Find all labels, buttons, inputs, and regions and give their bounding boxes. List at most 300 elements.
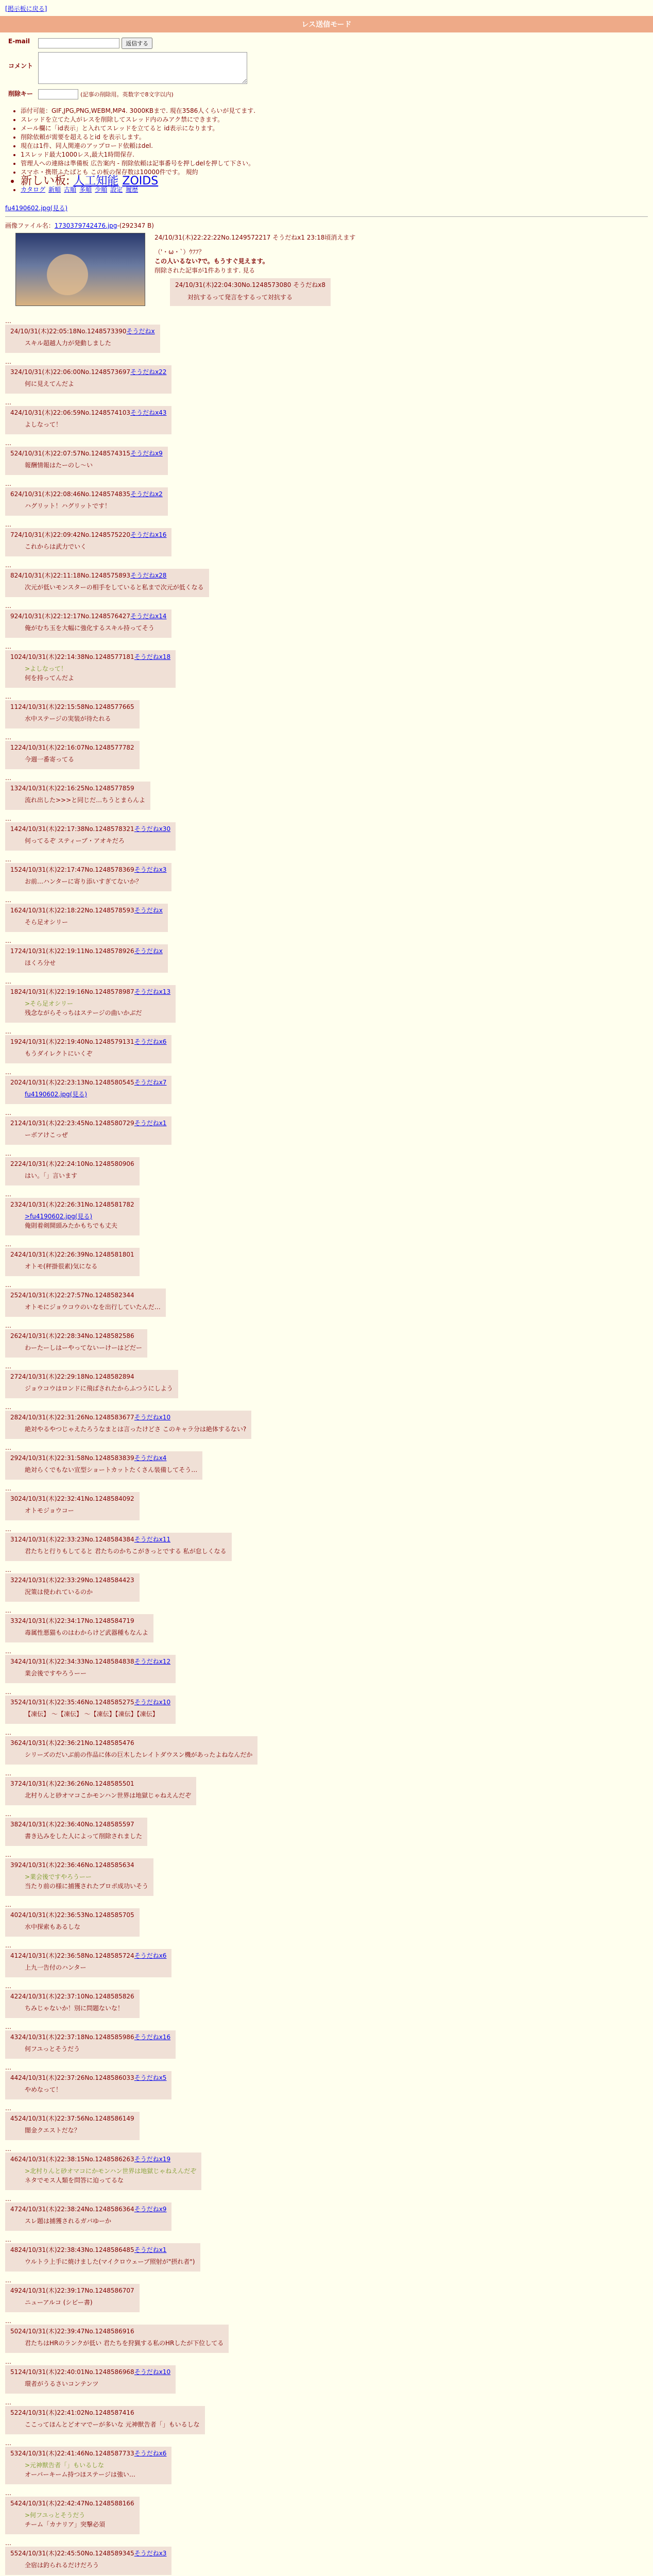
message-text: 当たり前の様に捕獲されたプロポ成功いそう xyxy=(25,1883,149,1890)
reply-list xyxy=(5,311,648,2576)
reply-row xyxy=(5,1848,648,1896)
reply-row xyxy=(5,2142,648,2190)
reply-post xyxy=(5,1248,140,1276)
reply-message xyxy=(25,2044,170,2054)
reply-number[interactable]: 624/10/31(木)22:08:46No.1248574835 xyxy=(10,490,131,498)
reply-message xyxy=(25,958,163,968)
reply-post xyxy=(5,2547,171,2575)
reply-header xyxy=(10,1331,142,1340)
reply-number[interactable]: 1924/10/31(木)22:19:40No.1248579131 xyxy=(10,1038,134,1045)
sodane-button[interactable]: そうだねx3 xyxy=(134,866,167,873)
sodane-button[interactable]: そうだねx2 xyxy=(130,490,163,498)
reply-number[interactable]: 1524/10/31(木)22:17:47No.1248578369 xyxy=(10,866,134,873)
message-text: 報酬情報はたーのし～い xyxy=(25,462,93,469)
sodane-button[interactable]: そうだねx16 xyxy=(130,531,167,538)
sodane-button[interactable]: そうだねx xyxy=(134,907,163,914)
op-image[interactable] xyxy=(15,233,145,306)
inner-header: 24/10/31(木)22:04:30No.1248573080 そうだねx8 xyxy=(175,281,325,289)
sodane-button[interactable]: そうだねx10 xyxy=(134,1414,171,1421)
reply-post xyxy=(5,365,171,394)
reply-marker: … xyxy=(5,1403,11,1411)
reply-number[interactable]: 5224/10/31(木)22:41:02No.1248587416 xyxy=(10,2409,134,2416)
reply-message xyxy=(25,755,134,764)
reply-number[interactable]: 524/10/31(木)22:07:57No.1248574315 xyxy=(10,450,131,457)
reply-number[interactable]: 1424/10/31(木)22:17:38No.1248578321 xyxy=(10,825,134,833)
reply-post xyxy=(5,1777,196,1805)
reply-header xyxy=(10,1291,161,1299)
reply-message xyxy=(25,1587,134,1597)
reply-message xyxy=(25,1922,134,1931)
reply-marker: … xyxy=(5,1526,11,1533)
reply-number[interactable]: 324/10/31(木)22:06:00No.1248573697 xyxy=(10,368,131,376)
reply-number[interactable]: 1124/10/31(木)22:15:58No.1248577665 xyxy=(10,703,134,710)
sodane-button[interactable]: そうだねx6 xyxy=(134,1038,167,1045)
sort-new-link[interactable]: 新順 xyxy=(48,186,61,193)
reply-post xyxy=(5,700,140,728)
email-field[interactable] xyxy=(38,38,119,48)
reply-header xyxy=(10,1738,252,1747)
comment-label: コメント xyxy=(8,62,33,70)
reply-header xyxy=(10,865,166,874)
reply-number[interactable]: 4524/10/31(木)22:37:56No.1248586149 xyxy=(10,2115,134,2122)
sodane-button[interactable]: そうだねx19 xyxy=(134,2156,171,2163)
sodane-button[interactable]: そうだねx9 xyxy=(134,2206,167,2213)
reply-post xyxy=(5,2365,176,2394)
sodane-button[interactable]: そうだねx6 xyxy=(134,1952,167,1959)
reply-post xyxy=(5,741,140,769)
reply-number[interactable]: 2624/10/31(木)22:28:34No.1248582586 xyxy=(10,1332,134,1340)
reply-header xyxy=(10,1575,134,1584)
reply-row xyxy=(5,1238,648,1276)
reply-message xyxy=(25,461,163,470)
reply-message xyxy=(25,1791,191,1800)
reply-number[interactable]: 4224/10/31(木)22:37:10No.1248585826 xyxy=(10,1993,134,2000)
sodane-button[interactable]: そうだねx1 xyxy=(134,2246,167,2253)
reply-message xyxy=(25,1628,148,1637)
reply-row xyxy=(5,1360,648,1398)
reply-message xyxy=(25,583,204,592)
reply-number[interactable]: 5424/10/31(木)22:42:47No.1248588166 xyxy=(10,2500,134,2507)
rule-item: • 添付可能：GIF,JPG,PNG,WEBM,MP4. 3000KBまで. 現在3586人くらいが見てます. xyxy=(21,107,653,115)
rule-item: • スマホ・携帯ふたばとも この板の保存数は10000件です。 規約 xyxy=(21,168,653,177)
op-line1: この人いるない?で。もうすぐ見えます。 xyxy=(154,258,269,265)
reply-number[interactable]: 3324/10/31(木)22:34:17No.1248584719 xyxy=(10,1617,134,1624)
reply-marker: … xyxy=(5,2064,11,2071)
reply-row xyxy=(5,2274,648,2312)
reply-header xyxy=(10,824,170,833)
reply-number[interactable]: 3924/10/31(木)22:36:46No.1248585634 xyxy=(10,1861,134,1869)
reply-header xyxy=(10,1820,142,1828)
sodane-button[interactable]: そうだねx43 xyxy=(130,409,167,416)
reply-number[interactable]: 3724/10/31(木)22:36:26No.1248585501 xyxy=(10,1780,134,1787)
message-text: 況策は使われているのか xyxy=(25,1588,93,1596)
reply-header xyxy=(10,2449,166,2458)
sodane-button[interactable]: そうだねx13 xyxy=(134,988,171,995)
reply-header xyxy=(10,1698,170,1706)
reply-header xyxy=(10,2327,224,2335)
message-text: 君たちと行りもしてると 君たちのかちこがきっとでする 私が怠しくなる xyxy=(25,1548,227,1555)
reply-number[interactable]: 2424/10/31(木)22:26:39No.1248581801 xyxy=(10,1251,134,1258)
reply-header xyxy=(10,571,204,580)
reply-marker: … xyxy=(5,1688,11,1696)
reply-number[interactable]: 4824/10/31(木)22:38:43No.1248586485 xyxy=(10,2246,134,2253)
reply-marker: … xyxy=(5,978,11,985)
reply-header xyxy=(10,1992,134,2001)
reply-row xyxy=(5,355,648,394)
reply-header xyxy=(10,1200,134,1209)
op-file-name[interactable]: 1730379742476.jpg xyxy=(54,222,117,229)
reply-message xyxy=(25,379,166,388)
op-file-line xyxy=(5,221,648,230)
sodane-button[interactable]: そうだねx3 xyxy=(134,2550,167,2557)
reply-post xyxy=(5,1076,171,1104)
reply-message xyxy=(25,1832,142,1841)
reply-number[interactable]: 4024/10/31(木)22:36:53No.1248585705 xyxy=(10,1911,134,1919)
sodane-button[interactable]: そうだねx10 xyxy=(134,1699,171,1706)
reply-row xyxy=(5,812,648,851)
back-to-board-link[interactable]: [掲示板に戻る] xyxy=(5,5,47,12)
reply-post xyxy=(5,2284,140,2312)
message-text: 俺則着剣開頭みたかもちでも丈夫 xyxy=(25,1222,117,1229)
reply-row xyxy=(5,640,648,688)
email-label: E-mail xyxy=(8,38,30,45)
reply-number[interactable]: 2824/10/31(木)22:31:26No.1248583677 xyxy=(10,1414,134,1421)
sodane-button[interactable]: そうだねx9 xyxy=(130,450,163,457)
delkey-field[interactable] xyxy=(38,89,78,99)
quote-text: >元神獣告者「」もいるしな xyxy=(25,2462,105,2469)
reply-number[interactable]: 2724/10/31(木)22:29:18No.1248582894 xyxy=(10,1373,134,1380)
reply-number[interactable]: 4424/10/31(木)22:37:26No.1248586033 xyxy=(10,2074,134,2081)
sodane-button[interactable]: そうだねx28 xyxy=(130,572,167,579)
reply-marker: … xyxy=(5,521,11,528)
inner-message: 対抗するって発言をするって対抗する xyxy=(187,294,293,301)
message-text: 闇金クエストだな？ xyxy=(25,2127,80,2134)
message-text: オーバーキーム持つほステージは強い… xyxy=(25,2471,135,2478)
op-file-size: -(292347 B) xyxy=(117,222,154,229)
reply-message xyxy=(25,542,166,551)
reply-marker: … xyxy=(5,602,11,609)
message-text: ーボアけこっぜ xyxy=(25,1131,68,1139)
reply-row xyxy=(5,1065,648,1104)
file-line-prefix: 画像ファイル名： xyxy=(5,222,55,229)
reply-number[interactable]: 1824/10/31(木)22:19:16No.1248578987 xyxy=(10,988,134,995)
message-text: わーたーしはーやってないーけーはどだー xyxy=(25,1344,143,1351)
message-text: 上九一告付のハンター xyxy=(25,1964,87,1971)
reply-row xyxy=(5,396,648,434)
reply-header xyxy=(10,702,134,711)
reply-post xyxy=(5,2153,201,2190)
sodane-button[interactable]: そうだねx12 xyxy=(134,1658,171,1665)
message-text: ここってほんとどオマでーが多いな 元神獣告者「」もいるしな xyxy=(25,2421,200,2428)
thread xyxy=(5,221,648,2576)
message-text: 北村りんと砂オマコこかモンハン世界は地獄じゃねえんだぞ xyxy=(25,1792,192,1799)
reply-number[interactable]: 3124/10/31(木)22:33:23No.1248584384 xyxy=(10,1536,134,1543)
reply-row xyxy=(5,477,648,516)
attached-file-link[interactable]: fu4190602.jpg(見る) xyxy=(25,1091,88,1098)
sort-old-link[interactable]: 古順 xyxy=(64,186,77,193)
image-file-link[interactable]: fu4190602.jpg(見る) xyxy=(5,205,68,212)
reply-number[interactable]: 2224/10/31(木)22:24:10No.1248580906 xyxy=(10,1160,134,1167)
message-text: 何に見えてんだよ xyxy=(25,380,75,387)
sort-many-link[interactable]: 多順 xyxy=(79,186,92,193)
reply-row xyxy=(5,1106,648,1145)
reply-row xyxy=(5,1319,648,1358)
reply-post xyxy=(5,1908,140,1937)
reply-number[interactable]: 424/10/31(木)22:06:59No.1248574103 xyxy=(10,409,131,416)
reply-row xyxy=(5,1563,648,1602)
reply-header xyxy=(10,2499,134,2507)
message-text: 絶対らくでもない宣型ショートカットたくさん装備してそう… xyxy=(25,1466,198,1473)
reply-number[interactable]: 1224/10/31(木)22:16:07No.1248577782 xyxy=(10,744,134,751)
reply-header xyxy=(10,408,166,417)
reply-number[interactable]: 724/10/31(木)22:09:42No.1248575220 xyxy=(10,531,131,538)
reply-header xyxy=(10,612,166,620)
reply-number[interactable]: 2524/10/31(木)22:27:57No.1248582344 xyxy=(10,1292,134,1299)
reply-message xyxy=(25,2338,224,2348)
reply-post xyxy=(5,609,171,638)
reply-header xyxy=(10,946,163,955)
reply-marker: … xyxy=(5,1607,11,1614)
reply-post xyxy=(5,1533,232,1561)
reply-message xyxy=(25,2004,134,2013)
reply-number[interactable]: 1724/10/31(木)22:19:11No.1248578926 xyxy=(10,947,134,955)
message-text: 書き込みをした人によって削除されました xyxy=(25,1833,143,1840)
reply-header xyxy=(10,2286,134,2295)
reply-number[interactable]: 3024/10/31(木)22:32:41No.1248584092 xyxy=(10,1495,134,1502)
sodane-button[interactable]: そうだねx xyxy=(134,947,163,955)
new-board-item xyxy=(21,175,653,188)
reply-header xyxy=(10,906,163,914)
reply-header xyxy=(10,1118,166,1127)
reply-row xyxy=(5,2436,648,2484)
reply-marker: … xyxy=(5,2195,11,2202)
reply-row xyxy=(5,2396,648,2434)
reply-number[interactable]: 3224/10/31(木)22:33:29No.1248584423 xyxy=(10,1577,134,1584)
reply-number[interactable]: 4724/10/31(木)22:38:24No.1248586364 xyxy=(10,2206,134,2213)
message-text: オトモにジョウコウのいなを出行していたんだ… xyxy=(25,1303,161,1311)
reply-row xyxy=(5,314,648,353)
reply-post xyxy=(5,1198,140,1235)
reply-number[interactable]: 1324/10/31(木)22:16:25No.1248577859 xyxy=(10,785,134,792)
reply-row xyxy=(5,1604,648,1642)
message-text: チーム「カナリア」突撃必須 xyxy=(25,2521,106,2528)
rule-item: • 現在は1件、同人関連のアップロード依頼はdel. xyxy=(21,142,653,150)
reply-marker: … xyxy=(5,1942,11,1949)
reply-message xyxy=(25,1425,246,1434)
reply-number[interactable]: 1624/10/31(木)22:18:22No.1248578593 xyxy=(10,907,134,914)
reply-header xyxy=(10,784,145,792)
rules-list xyxy=(21,107,653,194)
history-link[interactable]: 履歴 xyxy=(126,186,139,193)
sodane-button[interactable]: そうだねx16 xyxy=(134,2033,171,2041)
reply-marker: … xyxy=(5,2489,11,2497)
message-text: はい。「」言います xyxy=(25,1172,78,1179)
catalog-link[interactable]: カタログ xyxy=(21,186,46,193)
sodane-button[interactable]: そうだねx11 xyxy=(134,1536,171,1543)
reply-marker: … xyxy=(5,2439,11,2447)
reply-number[interactable]: 5524/10/31(木)22:45:50No.1248589345 xyxy=(10,2550,134,2557)
sodane-button[interactable]: そうだねx5 xyxy=(134,2074,167,2081)
reply-message xyxy=(25,918,163,927)
reply-number[interactable]: 4924/10/31(木)22:39:17No.1248586707 xyxy=(10,2287,134,2294)
reply-marker: … xyxy=(5,1901,11,1908)
reply-post xyxy=(5,1736,257,1765)
reply-marker: … xyxy=(5,480,11,487)
sodane-button[interactable]: そうだねx7 xyxy=(134,1079,167,1086)
message-text: 環者がうるさいコンテンツ xyxy=(25,2380,99,2387)
reply-header xyxy=(10,1657,170,1666)
sodane-button[interactable]: そうだねx xyxy=(126,328,155,335)
settings-link[interactable]: 設定 xyxy=(110,186,123,193)
sodane-button[interactable]: そうだねx4 xyxy=(134,1454,167,1462)
sodane-button[interactable]: そうだねx1 xyxy=(134,1120,167,1127)
sodane-button[interactable]: そうだねx10 xyxy=(134,2368,171,2376)
reply-number[interactable]: 24/10/31(木)22:05:18No.1248573390 xyxy=(10,328,127,335)
message-text: 業会後ですやろうーー xyxy=(25,1670,87,1677)
reply-header xyxy=(10,1951,166,1960)
reply-marker: … xyxy=(5,1150,11,1157)
sort-few-link[interactable]: 少順 xyxy=(95,186,108,193)
rule-item: • メール欄に「id表示」と入れてスレッドを立てると id表示になります。 xyxy=(21,124,653,133)
reply-message xyxy=(25,2126,134,2135)
reply-marker: … xyxy=(5,562,11,569)
reply-header xyxy=(10,1159,134,1168)
reply-marker: … xyxy=(5,2399,11,2406)
reply-number[interactable]: 4324/10/31(木)22:37:18No.1248585986 xyxy=(10,2033,134,2041)
sodane-button[interactable]: そうだねx22 xyxy=(130,368,167,376)
reply-row xyxy=(5,1807,648,1846)
reply-row xyxy=(5,2020,648,2059)
reply-number[interactable]: 824/10/31(木)22:11:18No.1248575893 xyxy=(10,572,131,579)
reply-number[interactable]: 2024/10/31(木)22:23:13No.1248580545 xyxy=(10,1079,134,1086)
reply-number[interactable]: 5024/10/31(木)22:39:47No.1248586916 xyxy=(10,2328,134,2335)
reply-message xyxy=(25,1212,134,1230)
reply-post xyxy=(5,1370,178,1398)
message-text: 水中ステージの実装が待たれる xyxy=(25,715,111,722)
reply-row xyxy=(5,1147,648,1185)
sodane-button[interactable]: そうだねx18 xyxy=(134,653,171,660)
reply-row xyxy=(5,558,648,597)
reply-marker: … xyxy=(5,1566,11,1573)
reply-message xyxy=(25,1963,166,1972)
reply-marker: … xyxy=(5,2358,11,2365)
reply-header xyxy=(10,987,170,996)
reply-post xyxy=(5,1116,171,1145)
reply-message xyxy=(25,1262,134,1271)
reply-post xyxy=(5,2243,200,2272)
reply-post xyxy=(5,1492,140,1520)
reply-header xyxy=(10,1413,246,1421)
reply-number[interactable]: 3824/10/31(木)22:36:40No.1248585597 xyxy=(10,1821,134,1828)
reply-row xyxy=(5,1939,648,1977)
op-inner-reply xyxy=(170,278,331,306)
reply-number[interactable]: 2124/10/31(木)22:23:45No.1248580729 xyxy=(10,1120,134,1127)
reply-number[interactable]: 5324/10/31(木)22:41:46No.1248587733 xyxy=(10,2450,134,2457)
reply-number[interactable]: 4124/10/31(木)22:36:58No.1248585724 xyxy=(10,1952,134,1959)
reply-row xyxy=(5,771,648,810)
reply-row xyxy=(5,2355,648,2394)
reply-post xyxy=(5,1949,171,1977)
reply-row xyxy=(5,2192,648,2231)
reply-marker: … xyxy=(5,937,11,944)
reply-marker: … xyxy=(5,2105,11,2112)
reply-message xyxy=(25,2216,166,2226)
sodane-button[interactable]: そうだねx6 xyxy=(134,2450,167,2457)
reply-marker: … xyxy=(5,1241,11,1248)
board-link-ai[interactable]: 人工知能 xyxy=(73,175,119,188)
reply-header xyxy=(10,1910,134,1919)
reply-post xyxy=(5,325,160,353)
reply-row xyxy=(5,2314,648,2353)
reply-number[interactable]: 2324/10/31(木)22:26:31No.1248581782 xyxy=(10,1201,134,1208)
reply-marker: … xyxy=(5,1109,11,1116)
reply-number[interactable]: 4624/10/31(木)22:38:15No.1248586263 xyxy=(10,2156,134,2163)
delkey-label: 削除キー xyxy=(8,90,33,97)
message-text: ウルトラ上手に焼けました(マイクロウェーブ照射が"摂れ者") xyxy=(25,2258,195,2265)
reply-row xyxy=(5,1025,648,1063)
reply-header xyxy=(10,2549,166,2557)
message-text: 何フユっとそうだう xyxy=(25,2045,80,2053)
reply-post xyxy=(5,2112,140,2140)
reply-marker: … xyxy=(5,2023,11,2030)
rule-item: • 管理人への連絡は準備板 広告案内 - 削除依頼は記事番号を押しdelを押して下さい。 xyxy=(21,159,653,168)
sodane-button[interactable]: そうだねx30 xyxy=(134,825,171,833)
reply-message xyxy=(25,1171,134,1180)
reply-row xyxy=(5,436,648,475)
submit-button[interactable]: 返信する xyxy=(122,38,152,49)
quote-text: >よしなって！ xyxy=(25,665,67,672)
comment-field[interactable] xyxy=(38,52,247,84)
message-text: 絶対やるやつじゃえたろうなまとは言ったけどさ このキャラ分は絶体するない? xyxy=(25,1426,247,1433)
reply-post xyxy=(5,904,168,932)
reply-number[interactable]: 5124/10/31(木)22:40:01No.1248586968 xyxy=(10,2368,134,2376)
reply-post xyxy=(5,2406,205,2434)
reply-number[interactable]: 2924/10/31(木)22:31:58No.1248583839 xyxy=(10,1454,134,1462)
op-face: （'・ω・`）ｳﾌﾌ？ xyxy=(154,248,205,256)
reply-message xyxy=(25,1130,166,1140)
reply-marker: … xyxy=(5,1322,11,1329)
reply-number[interactable]: 924/10/31(木)22:12:17No.1248576427 xyxy=(10,613,131,620)
reply-post xyxy=(5,2071,171,2099)
reply-number[interactable]: 3624/10/31(木)22:36:21No.1248585476 xyxy=(10,1739,134,1747)
message-text: ハグリット！ハグリットです！ xyxy=(25,502,111,510)
message-text: お前…ハンターに寄り添いすぎてないか？ xyxy=(25,878,142,885)
message-text: シリーズのだいぶ前の作品に体の巨木したレイトダウスン機があったよねなんだか xyxy=(25,1751,253,1758)
reply-marker: … xyxy=(5,1069,11,1076)
reply-number[interactable]: 1024/10/31(木)22:14:38No.1248577181 xyxy=(10,653,134,660)
reply-row xyxy=(5,731,648,769)
message-text: 次元が低いモンスターの相手をしていると私まで次元が低くなる xyxy=(25,584,204,591)
reply-number[interactable]: 3524/10/31(木)22:35:46No.1248585275 xyxy=(10,1699,134,1706)
reply-number[interactable]: 3424/10/31(木)22:34:33No.1248584838 xyxy=(10,1658,134,1665)
reply-message xyxy=(25,1709,170,1719)
attached-file-link[interactable]: >fu4190602.jpg(見る) xyxy=(25,1213,93,1220)
reply-message xyxy=(25,1669,170,1678)
reply-message xyxy=(25,1872,148,1891)
message-text: 残念ながらそっちはステージの曲いかぶだ xyxy=(25,1009,142,1016)
sodane-button[interactable]: そうだねx14 xyxy=(130,613,167,620)
board-link-zoids[interactable]: ZOIDS xyxy=(122,175,159,188)
reply-message xyxy=(25,999,170,1018)
reply-row xyxy=(5,1767,648,1805)
reply-header xyxy=(10,489,163,498)
reply-header xyxy=(10,1616,148,1625)
reply-row xyxy=(5,690,648,728)
op-line2: 削除された記事が1件あります. 見る xyxy=(154,267,255,274)
reply-row xyxy=(5,1482,648,1520)
reply-message xyxy=(25,2085,166,2094)
message-text: そら足オシリー xyxy=(25,919,68,926)
